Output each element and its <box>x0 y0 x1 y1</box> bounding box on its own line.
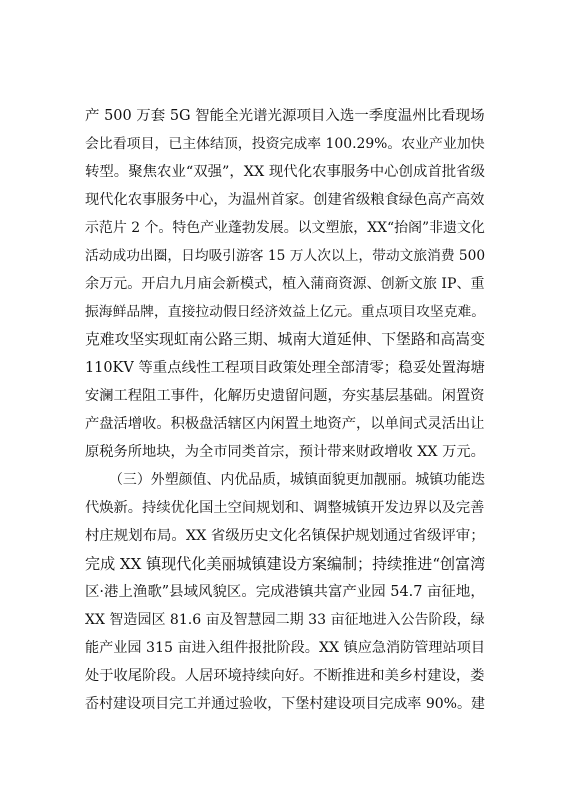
text-line: 原税务所地块，为全市同类首宗，预计带来财政增收 XX 万元。 <box>85 444 485 460</box>
text-line: 区·港上渔歌”县域风貌区。完成港镇共富产业园 54.7 亩征地， <box>85 584 485 600</box>
text-line: 振海鲜品牌，直接拉动假日经济效益上亿元。重点项目攻坚克难。 <box>85 304 486 320</box>
text-line: 安澜工程阻工事件，化解历史遗留问题，夯实基层基础。闲置资 <box>85 388 485 404</box>
text-line: 能产业园 315 亩进入组件报批阶段。XX 镇应急消防管理站项目 <box>85 640 485 656</box>
text-line: 现代化农事服务中心，为温州首家。创建省级粮食绿色高产高效 <box>85 192 485 208</box>
text-line: 处于收尾阶段。人居环境持续向好。不断推进和美乡村建设，娄 <box>85 668 485 684</box>
text-line: 会比看项目，已主体结顶，投资完成率 100.29%。农业产业加快 <box>85 136 485 152</box>
text-line: XX 智造园区 81.6 亩及智慧园二期 33 亩征地进入公告阶段，绿 <box>85 612 485 628</box>
text-line: 110KV 等重点线性工程项目政策处理全部清零；稳妥处置海塘 <box>85 360 485 376</box>
text-line: 村庄规划布局。XX 省级历史文化名镇保护规划通过省级评审； <box>85 528 485 544</box>
text-line: 转型。聚焦农业“双强”，XX 现代化农事服务中心创成首批省级 <box>85 164 485 180</box>
text-line: 余万元。开启九月庙会新模式，植入蒲商资源、创新文旅 IP、重 <box>85 276 485 292</box>
text-line: 岙村建设项目完工并通过验收，下堡村建设项目完成率 90%。建 <box>85 696 486 712</box>
text-line: 示范片 2 个。特色产业蓬勃发展。以文塑旅，XX“抬阁”非遗文化 <box>85 220 485 236</box>
text-line: 克难攻坚实现虹南公路三期、城南大道延伸、下堡路和高嵩变 <box>85 331 485 348</box>
text-line: 产盘活增收。积极盘活辖区内闲置土地资产，以单间式灵活出让 <box>85 416 485 432</box>
section-heading-line: （三）外塑颜值、内优品质，城镇面貌更加靓丽。城镇功能迭 <box>109 472 485 488</box>
text-line: 代焕新。持续优化国土空间规划和、调整城镇开发边界以及完善 <box>85 500 485 516</box>
text-line: 活动成功出圈，日均吸引游客 15 万人次以上，带动文旅消费 500 <box>85 248 486 264</box>
text-line: 完成 XX 镇现代化美丽城镇建设方案编制；持续推进“创富湾 <box>85 555 486 573</box>
text-line: 产 500 万套 5G 智能全光谱光源项目入选一季度温州比看现场 <box>85 108 485 124</box>
